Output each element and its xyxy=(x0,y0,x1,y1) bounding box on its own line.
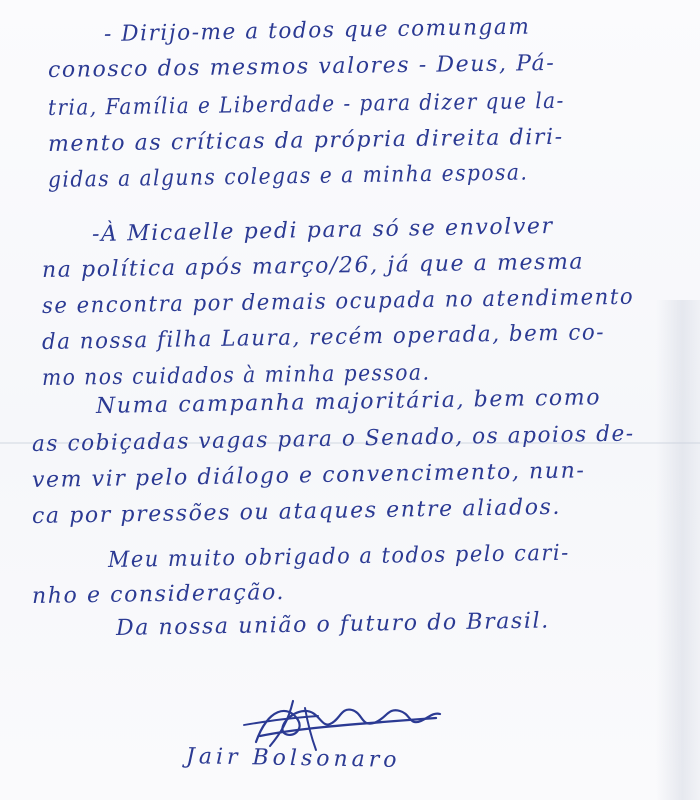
paragraph2-line1: -À Micaelle pedi para só se envolver xyxy=(91,213,554,247)
paragraph4-line1: Meu muito obrigado a todos pelo cari- xyxy=(107,540,570,573)
paragraph2-line5: mo nos cuidados à minha pessoa. xyxy=(41,360,431,391)
closing-line: Da nossa união o futuro do Brasil. xyxy=(115,608,550,641)
paragraph3-line1: Numa campanha majoritária, bem como xyxy=(95,385,602,419)
paragraph1-line4: mento as críticas da própria direita diri- xyxy=(47,124,564,157)
paragraph3-line2: as cobiçadas vagas para o Senado, os apoios de- xyxy=(31,421,635,457)
paragraph1-line5: gidas a alguns colegas e a minha esposa. xyxy=(47,160,529,193)
paragraph3-line3: vem vir pelo diálogo e convencimento, nun- xyxy=(31,458,586,493)
paragraph1-line1: - Dirijo-me a todos que comungam xyxy=(103,14,531,47)
paragraph3-line4: ca por pressões ou ataques entre aliados. xyxy=(31,494,562,529)
paragraph2-line3: se encontra por demais ocupada no atendimento xyxy=(41,284,635,319)
paragraph2-line4: da nossa filha Laura, recém operada, bem co- xyxy=(41,320,606,355)
paragraph4-line2: nho e consideração. xyxy=(31,580,286,609)
paper-fold-shadow xyxy=(656,300,700,800)
paragraph2-line2: na política após março/26, já que a mesma xyxy=(41,249,585,283)
paragraph1-line2: conosco dos mesmos valores - Deus, Pá- xyxy=(47,50,556,83)
paragraph1-line3: tria, Família e Liberdade - para dizer que la- xyxy=(47,88,565,121)
signature-name: Jair Bolsonaro xyxy=(185,744,401,773)
